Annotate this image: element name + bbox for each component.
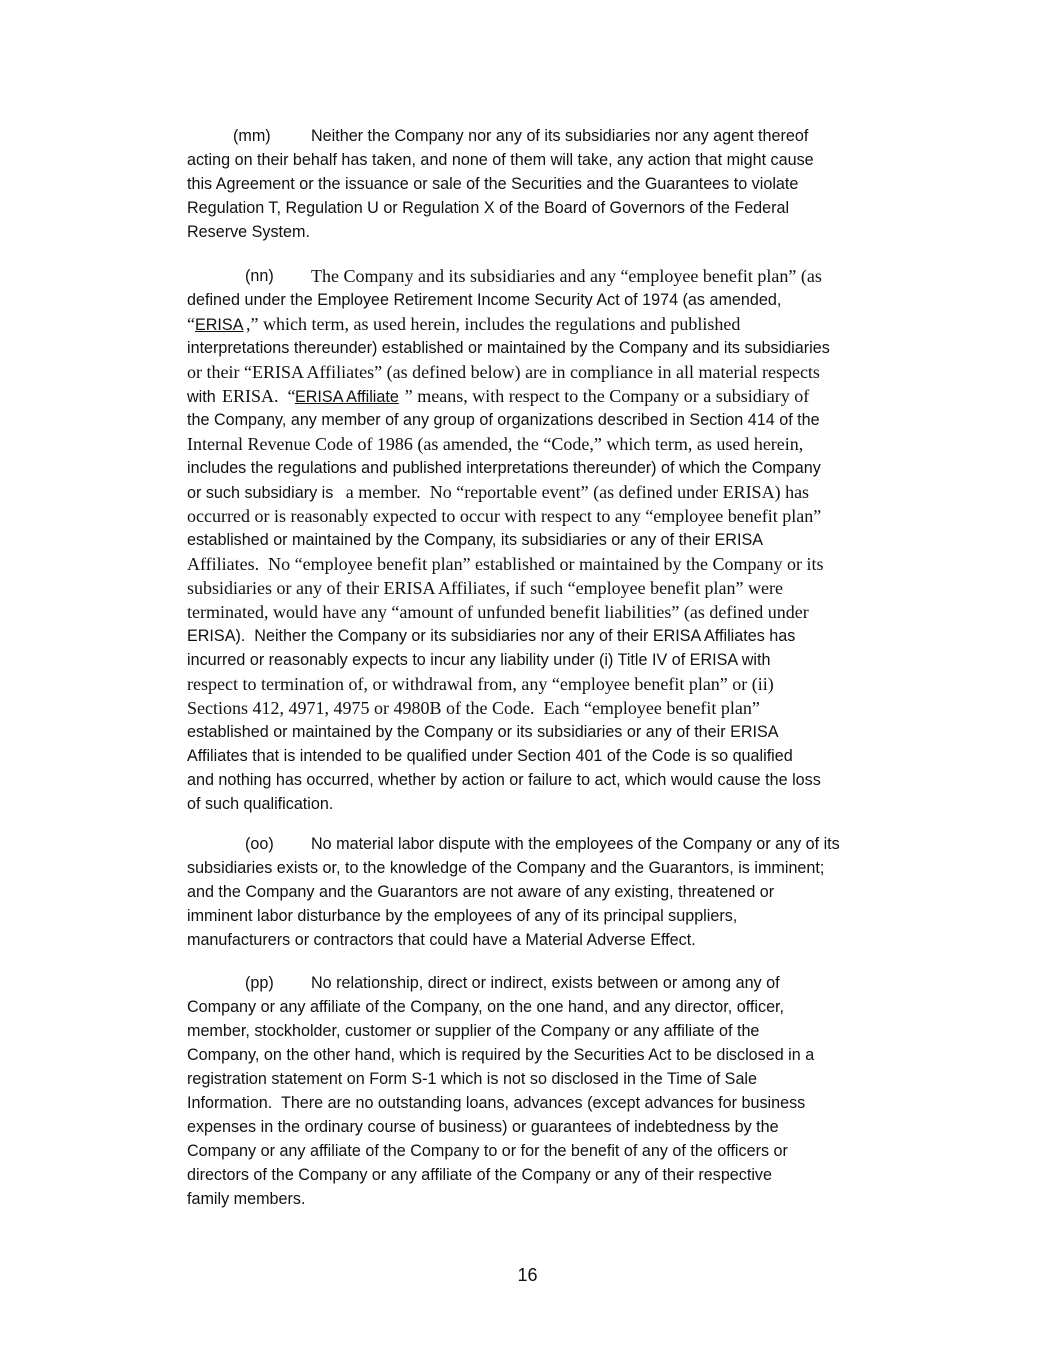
defined-term-erisa-affiliate: ERISA Affiliate	[295, 387, 400, 406]
paragraph-line: or such subsidiary is a member. No “reportable event” (as defined under ERISA) has	[187, 482, 810, 502]
paragraph-line: this Agreement or the issuance or sale of the Securities and the Guarantees to violate	[187, 174, 799, 193]
paragraph-line: terminated, would have any “amount of unfunded benefit liabilities” (as defined under	[187, 602, 809, 622]
paragraph-line: member, stockholder, customer or supplier of the Company or any affiliate of the	[187, 1021, 760, 1040]
paragraph-line: (pp) No relationship, direct or indirect, exists between or among any of	[187, 971, 275, 995]
paragraph-line: subsidiaries or any of their ERISA Affiliates, if such “employee benefit plan” were	[187, 578, 783, 598]
paragraph-line: (oo) No material labor dispute with the employees of the Company or any of its	[187, 832, 275, 856]
paragraph-line: established or maintained by the Company or its subsidiaries or any of their ERISA	[187, 722, 779, 741]
paragraph-line: Information. There are no outstanding loans, advances (except advances for business	[187, 1093, 806, 1112]
paragraph-line: Sections 412, 4971, 4975 or 4980B of the Code. Each “employee benefit plan”	[187, 698, 760, 718]
paragraph-label: (oo)	[245, 834, 274, 853]
paragraph-label: (nn)	[245, 266, 274, 285]
paragraph-label: (pp)	[245, 973, 274, 992]
defined-term-erisa: ERISA	[195, 315, 244, 334]
paragraph-line: manufacturers or contractors that could have a Material Adverse Effect.	[187, 930, 696, 949]
paragraph-line: occurred or is reasonably expected to occur with respect to any “employee benefit plan”	[187, 506, 822, 526]
paragraph-line: ERISA). Neither the Company or its subsidiaries nor any of their ERISA Affiliates has	[187, 626, 796, 645]
paragraph-line: acting on their behalf has taken, and none of them will take, any action that might cause	[187, 150, 814, 169]
paragraph-line: expenses in the ordinary course of business) or guarantees of indebtedness by the	[187, 1117, 779, 1136]
paragraph-line: interpretations thereunder) established or maintained by the Company and its subsidiaries	[187, 338, 830, 357]
paragraph-line: Affiliates. No “employee benefit plan” established or maintained by the Company or its	[187, 554, 824, 574]
paragraph-label: (mm)	[233, 126, 271, 145]
paragraph-line: Company, on the other hand, which is required by the Securities Act to be disclosed in a	[187, 1045, 815, 1064]
paragraph-line: incurred or reasonably expects to incur any liability under (i) Title IV of ERISA with	[187, 650, 771, 669]
paragraph-line: imminent labor disturbance by the employees of any of its principal suppliers,	[187, 906, 738, 925]
paragraph-line: Company or any affiliate of the Company to or for the benefit of any of the officers or	[187, 1141, 788, 1160]
page-number: 16	[517, 1265, 538, 1285]
paragraph-line: respect to termination of, or withdrawal from, any “employee benefit plan” or (ii)	[187, 674, 774, 694]
paragraph-line: registration statement on Form S-1 which is not so disclosed in the Time of Sale	[187, 1069, 757, 1088]
paragraph-line: Regulation T, Regulation U or Regulation X of the Board of Governors of the Federal	[187, 198, 790, 217]
paragraph-line: family members.	[187, 1189, 306, 1208]
paragraph-line: of such qualification.	[187, 794, 334, 813]
paragraph-line: and nothing has occurred, whether by action or failure to act, which would cause the loss	[187, 770, 821, 789]
paragraph-line: (mm) Neither the Company nor any of its subsidiaries nor any agent thereof	[187, 124, 273, 148]
paragraph-line: includes the regulations and published interpretations thereunder) of which the Company	[187, 458, 821, 477]
paragraph-line: established or maintained by the Company, its subsidiaries or any of their ERISA	[187, 530, 764, 549]
paragraph-line: or their “ERISA Affiliates” (as defined below) are in compliance in all material respects	[187, 362, 820, 382]
paragraph-line: directors of the Company or any affiliate of the Company or any of their respective	[187, 1165, 772, 1184]
paragraph-line: defined under the Employee Retirement Income Security Act of 1974 (as amended,	[187, 290, 782, 309]
paragraph-line: Reserve System.	[187, 222, 310, 241]
paragraph-line: and the Company and the Guarantors are not aware of any existing, threatened or	[187, 882, 775, 901]
paragraph-line: (nn) The Company and its subsidiaries and any “employee benefit plan” (as	[245, 266, 822, 286]
paragraph-line: with ERISA. “ERISA Affiliate ” means, with respect to the Company or a subsidiary of	[187, 384, 809, 408]
paragraph-line: Internal Revenue Code of 1986 (as amended, the “Code,” which term, as used herein,	[187, 434, 804, 454]
paragraph-line: Company or any affiliate of the Company, on the one hand, and any director, officer,	[187, 997, 785, 1016]
paragraph-line: Affiliates that is intended to be qualified under Section 401 of the Code is so qualified	[187, 746, 793, 765]
paragraph-line: the Company, any member of any group of organizations described in Section 414 of the	[187, 410, 820, 429]
paragraph-line: “ERISA ,” which term, as used herein, includes the regulations and published	[187, 312, 740, 336]
paragraph-line: subsidiaries exists or, to the knowledge of the Company and the Guarantors, is imminent;	[187, 858, 825, 877]
